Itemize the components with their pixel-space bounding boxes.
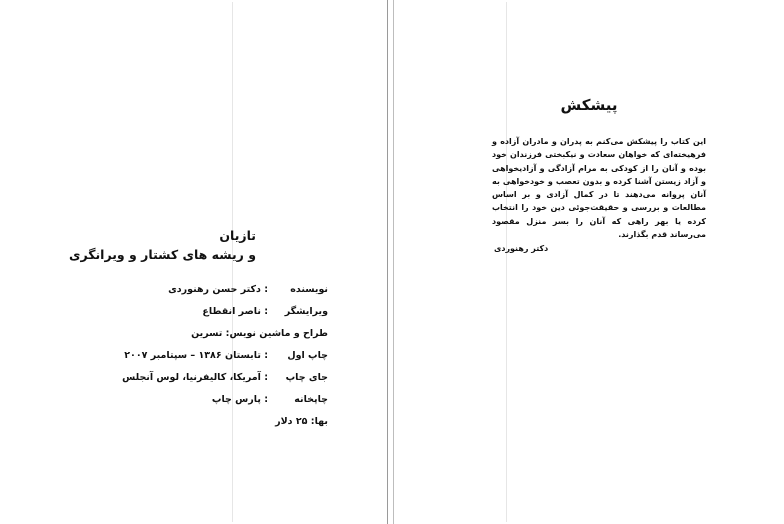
credit-row-designer — [78, 328, 328, 350]
dedication-heading: پیشکش — [560, 96, 618, 114]
credit-row-price — [78, 416, 328, 438]
credit-label: جای چاپ — [285, 372, 328, 383]
right-page — [394, 0, 784, 524]
book-title-line-2: و ریشه های کشتار و ویرانگری — [68, 247, 256, 262]
credit-value: : تابستان ۱۳۸۶ – سپتامبر ۲۰۰۷ — [124, 350, 268, 361]
credit-row-editor — [78, 306, 328, 328]
credit-label: ویرایشگر — [284, 306, 328, 317]
dedication-text: این کتاب را پیشکش می‌کنم به پدران و مادران آزاده و فرهیخته‌ای که خواهان سعادت و نیکبختی فرزندان خود بوده و آنان را از کودکی به مرام آزادگی و آزادیخواهی و آزاد زیستن آشنا کرده و بدون تعصب و خودخواهی به آنان پروانه می‌دهند تا در کمال آزادی و بر اساس مطالعات و بررسی و حقیقت‌جوئی دین خود را انتخاب کرده یا بهر راهی که آنان را بسر منزل مقصود می‌رساند قدم بگذارند. — [492, 137, 706, 240]
left-page — [0, 0, 388, 524]
page-gutter-left — [387, 0, 388, 524]
credit-value: : آمریکا، کالیفرنیا، لوس آنجلس — [122, 372, 268, 383]
credit-label: طراح و ماشین نویس: تسرین — [191, 328, 328, 339]
dedication-signature: دکتر رهنوردی — [494, 244, 549, 253]
credit-row-author — [78, 284, 328, 306]
credit-value: : پارس چاپ — [211, 394, 268, 405]
credit-value: : دکتر حسن رهنوردی — [168, 284, 268, 295]
scan-artifact-line — [506, 2, 507, 522]
credit-row-print-place — [78, 372, 328, 394]
credits-list — [78, 284, 328, 438]
credit-label: بها: ۲۵ دلار — [275, 416, 328, 427]
credit-row-first-edition — [78, 350, 328, 372]
book-title-block — [56, 226, 256, 264]
credit-label: نویسنده — [290, 284, 328, 295]
credit-value: : ناصر انقطاع — [202, 306, 268, 317]
book-title-line-1: تازیان — [219, 228, 256, 243]
credit-label: چاپخانه — [294, 394, 328, 405]
dedication-body — [492, 135, 706, 241]
credit-row-printer — [78, 394, 328, 416]
credit-label: چاپ اول — [287, 350, 328, 361]
